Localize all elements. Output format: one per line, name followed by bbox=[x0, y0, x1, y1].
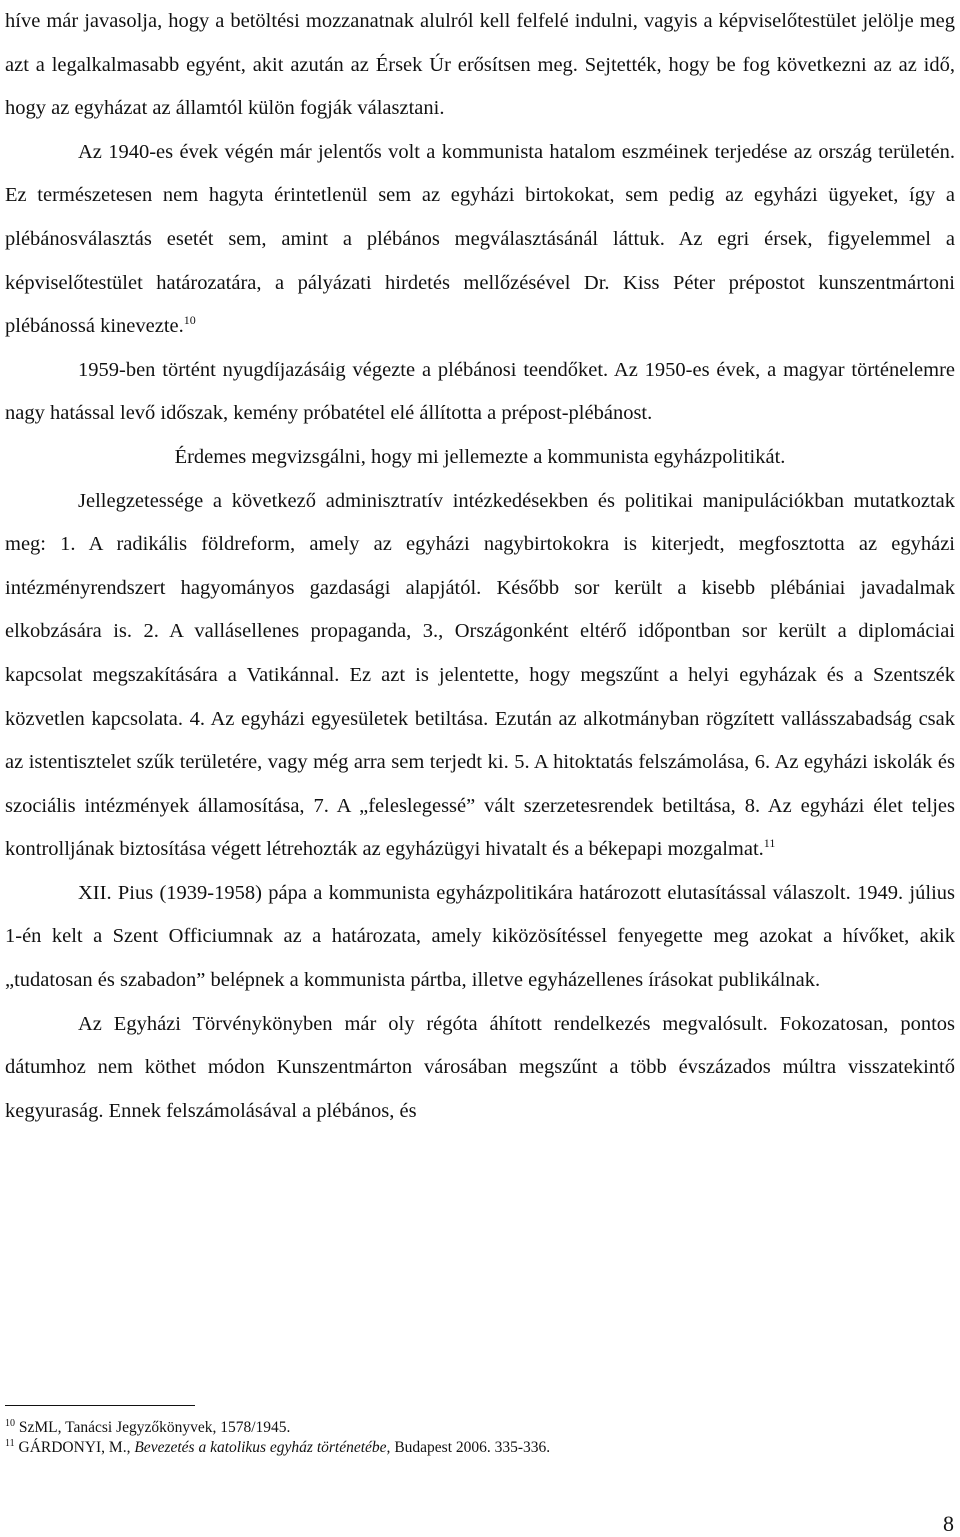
footnote-text: SzML, Tanácsi Jegyzőkönyvek, 1578/1945. bbox=[18, 1419, 291, 1436]
footnote-publication: Budapest 2006. 335-336. bbox=[394, 1439, 551, 1456]
paragraph-1: híve már javasolja, hogy a betöltési mozzanatnak alulról kell felfelé indulni, vagyis a képviselőtestület jelölje meg azt a legalkalmasabb egyént, akit azután az Érsek Úr erősítsen meg. Sejtették, hogy be fog következni az az idő, hogy az egyházat az államtól külön fogják választani. bbox=[5, 10, 955, 120]
paragraph-4: Érdemes megvizsgálni, hogy mi jellemezte a kommunista egyházpolitikát. bbox=[174, 445, 786, 468]
paragraph-5: Jellegzetessége a következő adminisztratív intézkedésekben és politikai manipulációkban mutatkoztak meg: 1. A radikális földreform, amely az egyházi nagybirtokokra is kiterjedt, megfosztotta az egyházi intézményrendszert hagyományos gazdasági alapjától. Később sor került a kisebb plébániai javadalmak elkobzására is. 2. A vallásellenes propaganda, 3., Országonként eltérő időpontban sor került a diplomáciai kapcsolat megszakítására a Vatikánnal. Ez azt is jelentette, hogy megszűnt a helyi egyházak és a Szentszék közvetlen kapcsolata. 4. Az egyházi egyesületek betiltása. Ezután az alkotmányban rögzített vallásszabadság csak az istentisztelet szűk területére, vagy még arra sem terjedt ki. 5. A hitoktatás felszámolása, 6. Az egyházi iskolák és szociális intézmények államosítása, 7. A „feleslegessé” vált szerzetesrendek betiltása, 8. Az egyházi élet teljes kontrolljának biztosítása végett létrehozták az egyházügyi hivatalt és a békepapi mozgalmat.$^{11}$ bbox=[5, 489, 955, 861]
footnote-number: 10 bbox=[5, 1417, 15, 1429]
footnote-separator bbox=[5, 1405, 195, 1406]
footnote-author: GÁRDONYI, M., bbox=[18, 1439, 131, 1456]
footnotes bbox=[5, 1418, 955, 1458]
paragraph-2: Az 1940-es évek végén már jelentős volt a kommunista hatalom eszméinek terjedése az ország területén. Ez természetesen nem hagyta érintetlenül sem az egyházi birtokokat, sem pedig az egyházi ügyeket, így a plébánosválasztás esetét sem, amint a plébános megválasztásánál láttuk. Az egri érsek, figyelemmel a képviselőtestület határozatára, a pályázati hirdetés mellőzésével Dr. Kiss Péter prépostot kunszentmártoni plébánossá kinevezte.$^{10}$ bbox=[5, 140, 955, 338]
footnote-number: 11 bbox=[5, 1437, 15, 1449]
page-number: 8 bbox=[943, 1511, 954, 1536]
footnote-10 bbox=[5, 1418, 955, 1438]
footnote-book-title: Bevezetés a katolikus egyház történetébe, bbox=[134, 1439, 391, 1456]
body-text bbox=[5, 0, 955, 1133]
paragraph-3: 1959-ben történt nyugdíjazásáig végezte a plébánosi teendőket. Az 1950-es évek, a magyar történelemre nagy hatással levő időszak, kemény próbatétel elé állította a prépost-plébánost. bbox=[5, 358, 955, 425]
footnote-ref-11: 11 bbox=[763, 836, 776, 851]
footnote-11 bbox=[5, 1438, 955, 1458]
footnote-ref-10: 10 bbox=[183, 313, 196, 328]
paragraph-7: Az Egyházi Törvénykönyben már oly régóta áhított rendelkezés megvalósult. Fokozatosan, pontos dátumhoz nem köthet módon Kunszentmárton városában megszűnt a több évszázados múltra visszatekintő kegyuraság. Ennek felszámolásával a plébános, és bbox=[5, 1012, 955, 1122]
paragraph-6: XII. Pius (1939-1958) pápa a kommunista egyházpolitikára határozott elutasítással válaszolt. 1949. július 1-én kelt a Szent Officiumnak az a határozata, amely kiközösítéssel fenyegette meg azokat a hívőket, akik „tudatosan és szabadon” belépnek a kommunista pártba, illetve egyházellenes írásokat publikálnak. bbox=[5, 881, 955, 992]
